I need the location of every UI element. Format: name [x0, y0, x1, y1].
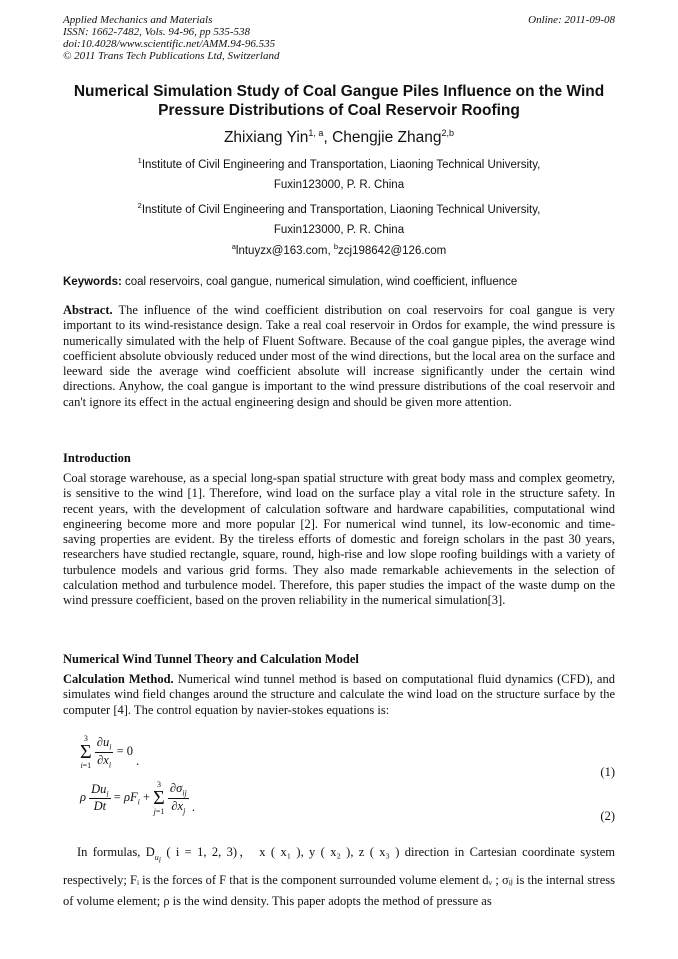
abstract [63, 303, 615, 410]
calculation-method [63, 672, 615, 718]
affiliation-2-line-1 [55, 201, 623, 216]
author-list [55, 128, 623, 147]
formulas-line-2: respectively; Fᵢ is the forces of F that is the component surrounded volume element dᵥ ; σᵢⱼ is the [63, 873, 543, 888]
abstract-label: Abstract. [63, 303, 113, 317]
heading-introduction: Introduction [63, 451, 131, 465]
formulas-line-1: In formulas, D [77, 845, 155, 859]
affiliation-2-text: Institute of Civil Engineering and Transportation, Liaoning Technical University, [141, 203, 541, 216]
keywords-label: Keywords: [63, 276, 122, 288]
affiliation-1-text: Institute of Civil Engineering and Transportation, Liaoning Technical University, [141, 158, 541, 171]
formulas-paragraph: In formulas, $D_{u_i}$ ( i = 1, 2, 3)， x ( x₁ ), y ( x₂ ), z ( x₃ ) direction in Cartesian coordinate system respectively; Fᵢ is the forces of F that is the component surrounded volume element dᵥ ; σᵢⱼ is the internal stress of volume element; ρ is the wind density. This paper adopts the method of pressure as [63, 845, 616, 909]
equation-1: 3 Σ i=1 $\frac{\partial u_i}{\partial x_i}$ = 0 . [80, 734, 140, 770]
title-line-1: Numerical Simulation Study of Coal Gangue Piles Influence on the Wind [73, 83, 605, 100]
equation-1-number: (1) [600, 765, 615, 779]
author-separator: , [323, 129, 333, 147]
author-1-name: Zhixiang Yin [223, 129, 309, 147]
email-b-sup: b [333, 242, 339, 251]
email-line [55, 242, 623, 257]
affiliation-1-line-1 [55, 156, 623, 171]
online-date: Online: 2011-09-08 [528, 14, 615, 26]
author-2-sup: 2,b [441, 128, 455, 138]
introduction-text: Coal storage warehouse, as a special long-span spatial structure with great body mass and complex geometry, is sensitive to the wind [1]. Therefore, wind load on the surface play a vital role in the structure safety. In recent years, with the development of calculation software and hardware capabilities, computational wind engineering become more and more popular [2]. For numerical wind tunnel, its low-economic and time-saving properties are evident. By the tireless efforts of domestic and foreign scholars in the past 30 years, researchers have studied rectangle, square, round, high-rise and low slope roofing buildings with a variety of turbulence models and various grid forms. They also made remarkable achievements in the selection of calculation method and turbulence model. Therefore, this paper studies the impact of the waste dump on the wind pressure coefficient, based on the proven reliability in the numerical simulation[3]. [63, 471, 615, 608]
formulas-line-3: internal stress of volume element; ρ is the wind density. This paper adopts the method of pressure as [63, 873, 615, 909]
doi-line: doi:10.4028/www.scientific.net/AMM.94-96.535 [63, 38, 276, 50]
title-line-2: Pressure Distributions of Coal Reservoir Roofing [158, 102, 520, 119]
keywords [63, 276, 615, 288]
equation-2-number: (2) [600, 809, 615, 823]
heading-section-2: Numerical Wind Tunnel Theory and Calculation Model [63, 652, 359, 666]
copyright-line: © 2011 Trans Tech Publications Ltd, Switzerland [63, 50, 280, 62]
calculation-method-label: Calculation Method. [63, 672, 174, 686]
formulas-line-1-rest: ( i = 1, 2, 3)， x ( x₁ ), y ( x₂ ), z ( x₃ ) direction in Cartesian coordinate system [160, 845, 616, 859]
paper-title [55, 82, 623, 120]
author-1-sup: 1, a [308, 128, 324, 138]
keywords-text: coal reservoirs, coal gangue, numerical simulation, wind coefficient, influence [121, 276, 518, 288]
author-2-name: Chengjie Zhang [332, 129, 442, 147]
email-a: lntuyzx@163.com, [235, 244, 334, 257]
issn-line: ISSN: 1662-7482, Vols. 94-96, pp 535-538 [63, 26, 250, 38]
email-a-sup: a [231, 242, 236, 251]
affiliation-1-line-2: Fuxin123000, P. R. China [273, 179, 405, 191]
affiliation-1-sup: 1 [137, 156, 142, 165]
affiliation-2-line-2: Fuxin123000, P. R. China [273, 224, 405, 236]
affiliation-2-sup: 2 [137, 201, 142, 210]
journal-name: Applied Mechanics and Materials [63, 14, 213, 26]
abstract-text: The influence of the wind coefficient distribution on coal reservoirs for coal gangue is very important to its wind-resistance design. Take a real coal reservoir in Ordos for example, the wind pressure is numerically simulated with the help of Fluent Software. Because of the coal gangue piples, the average wind coefficient absolute obviously reduced under most of the wind directions, but the local area on the surface and leeward side the average wind coefficient absolute will increase significantly under the certain wind directions. Anyhow, the coal gangue is important to the wind pressure distributions of the coal reservoir and can't ignore its effect in the actual engineering design and should be given more attention. [63, 303, 615, 409]
running-header [63, 14, 615, 62]
equation-2: ρ $\frac{Du_i}{Dt}$ = $\rho F_i$ + 3 Σ j=1 $\frac{\partial\sigma_{ij}}{\partial x_j}$ . [80, 780, 195, 816]
calculation-method-text: Numerical wind tunnel method is based on computational fluid dynamics (CFD), and simulates wind field changes around the structure and calculate the wind load on the structure surface by the computer [4]. The control equation by navier-stokes equations is: [63, 672, 615, 717]
email-b: zcj198642@126.com [338, 244, 447, 257]
